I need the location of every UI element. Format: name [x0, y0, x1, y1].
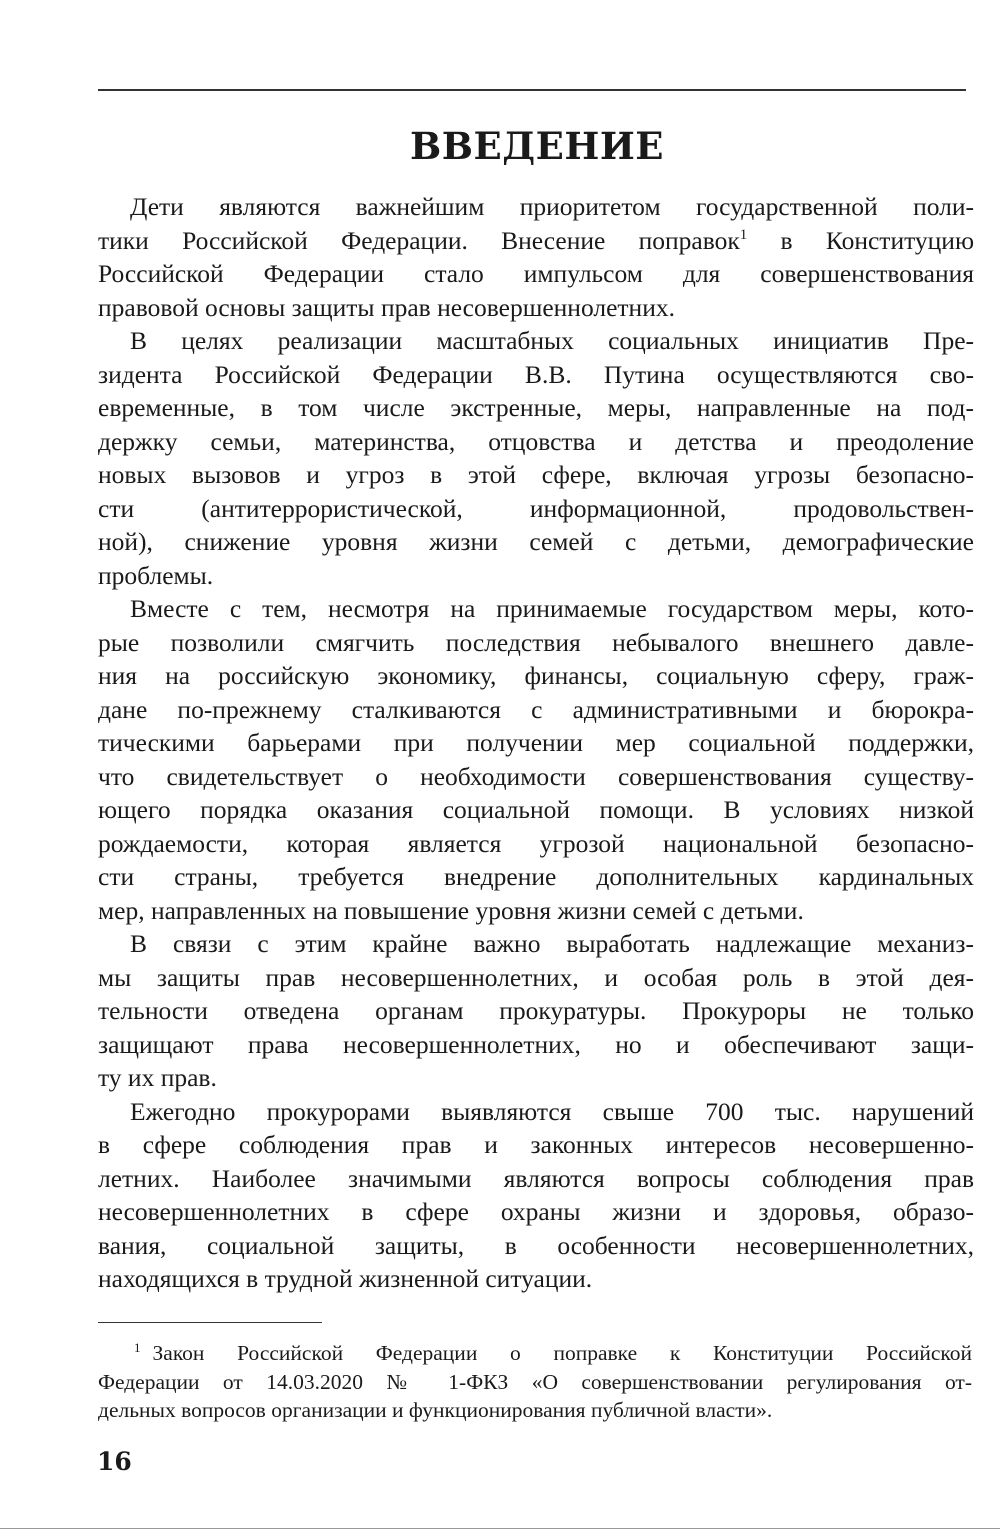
- text-line: ной), снижение уровня жизни семей с детьми, демографические: [98, 527, 974, 556]
- footnote-line: дельных вопросов организации и функционирования публичной власти».: [98, 1398, 773, 1422]
- text-line: тельности отведена органам прокуратуры. Прокуроры не только: [98, 996, 974, 1025]
- text-line: Дети являются важнейшим приоритетом государственной поли-: [130, 192, 974, 221]
- paragraph-5: [98, 1095, 974, 1296]
- text-line: новых вызовов и угроз в этой сфере, включая угрозы безопасно-: [98, 460, 974, 489]
- text-line: Российской Федерации стало импульсом для совершенствования: [98, 259, 974, 288]
- text-line: дане по-прежнему сталкиваются с административными и бюрокра-: [98, 694, 974, 724]
- paragraph-4: [98, 927, 974, 1095]
- text-line: В связи с этим крайне важно выработать надлежащие механиз-: [130, 929, 974, 958]
- main-text: [98, 190, 974, 1296]
- text-line: рые позволили смягчить последствия небывалого внешнего давле-: [98, 627, 974, 657]
- text-line: евременные, в том числе экстренные, меры, направленные на под-: [98, 393, 974, 422]
- text-line: ту их прав.: [98, 1063, 217, 1092]
- text-line: находящихся в трудной жизненной ситуации.: [98, 1264, 593, 1293]
- text-line: защищают права несовершеннолетних, но и обеспечивают защи-: [98, 1029, 974, 1059]
- footnote-number: 1: [134, 1340, 141, 1355]
- text-line: проблемы.: [98, 560, 214, 590]
- paragraph-2: [98, 324, 974, 592]
- text-line: что свидетельствует о необходимости совершенствования существу-: [98, 761, 974, 791]
- text-line: тики Российской Федерации. Внесение поправок$^1$ в Конституцию: [98, 225, 975, 255]
- text-line: сти (антитеррористической, информационной, продовольствен-: [98, 493, 974, 523]
- text-line: мер, направленных на повышение уровня жизни семей с детьми.: [98, 895, 804, 925]
- paragraph-1: [98, 190, 974, 324]
- text-line: несовершеннолетних в сфере охраны жизни и здоровья, образо-: [98, 1197, 974, 1226]
- page-edge-divider: [0, 1528, 1000, 1529]
- footnote-line: Федерации от 14.03.2020 № 1-ФКЗ «О совершенствовании регулирования от-: [98, 1369, 972, 1394]
- text-line: Ежегодно прокурорами выявляются свыше 700 тыс. нарушений: [130, 1096, 974, 1126]
- header-rule: [98, 89, 966, 91]
- text-line: сти страны, требуется внедрение дополнительных кардинальных: [98, 862, 974, 891]
- footnote: [98, 1339, 972, 1425]
- footnote-reference[interactable]: 1: [739, 226, 748, 243]
- text-line: летних. Наиболее значимыми являются вопросы соблюдения прав: [98, 1163, 974, 1193]
- page-title: ВВЕДЕНИЕ: [410, 124, 664, 168]
- footnote-line: $^1$ Закон Российской Федерации о поправке к Конституции Российской: [134, 1340, 972, 1365]
- text-line: В целях реализации масштабных социальных инициатив Пре-: [130, 326, 974, 355]
- text-line: ющего порядка оказания социальной помощи. В условиях низкой: [98, 795, 974, 824]
- text-line: Вместе с тем, несмотря на принимаемые государством меры, кото-: [130, 594, 974, 623]
- text-line: вания, социальной защиты, в особенности несовершеннолетних,: [98, 1230, 974, 1260]
- text-line: мы защиты прав несовершеннолетних, и особая роль в этой дея-: [98, 962, 974, 992]
- text-line: держку семьи, материнства, отцовства и детства и преодоление: [98, 426, 974, 456]
- text-line: в сфере соблюдения прав и законных интересов несовершенно-: [98, 1130, 974, 1159]
- text-line: правовой основы защиты прав несовершеннолетних.: [98, 292, 675, 322]
- text-line: рождаемости, которая является угрозой национальной безопасно-: [98, 828, 974, 858]
- footnote-separator: [98, 1322, 322, 1323]
- text-line: ния на российскую экономику, финансы, социальную сферу, граж-: [98, 661, 974, 690]
- text-line: зидента Российской Федерации В.В. Путина осуществляются сво-: [98, 359, 974, 389]
- text-line: тическими барьерами при получении мер социальной поддержки,: [98, 728, 974, 757]
- paragraph-3: [98, 592, 974, 927]
- page-number: 16: [97, 1447, 132, 1476]
